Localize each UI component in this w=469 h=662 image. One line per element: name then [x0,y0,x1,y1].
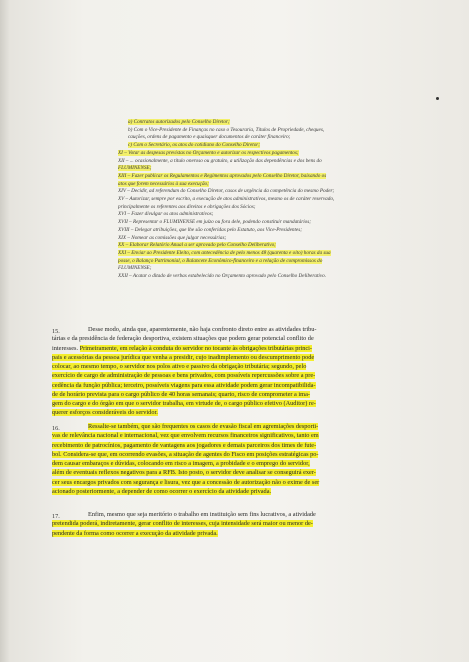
paragraph-line [52,519,438,528]
statute-line-text: b) Com o Vice-Presidente de Finanças no caso o Tesouraria, Títulos de Propriedade, cheques, [128,126,325,133]
paragraph-number: 17. [52,513,60,520]
paragraph-line [52,529,438,538]
statute-line [118,173,436,181]
text-run: Primeiramente, em relação à conduta do servidor no tocante às obrigações tributárias princi- [79,344,313,352]
text-run: Enfim, mesmo que seja meritório o trabalho em instituição sem fins lucrativos, a atividade [88,511,316,518]
text-run: dem causar embaraços e dúvidas, colocando em risco a imagem, a probidade e o emprego do servidor, [52,460,310,467]
text-run: tárias e da presidência de federação desportiva, existem situações que podem gerar potencial conflito de [52,335,314,343]
statute-line-text: atos que forem necessários à sua execução; [118,180,209,187]
paragraph-line [52,422,438,431]
text-run: de de horário prevista para o cargo público de 40 horas semanais; quarto, risco de comprometer a ima- [52,390,310,398]
statute-line [118,204,436,212]
paragraph-line [52,325,438,334]
paragraph-line [52,408,438,417]
statute-line [118,181,436,189]
paragraph-line [52,468,438,477]
statute-line-text: XII – ... ocasionalmente, a título oneroso ou gratuito, a utilização das dependências e dos bens do [118,157,322,164]
statute-line-text: XIII – Fazer publicar os Regulamentos e Regimentos aprovados pelo Conselho Diretor, baixando os [118,172,327,179]
text-run: além de eventuais reflexos negativos para a RFB. Isto posto, o servidor deve analisar se conseguirá exer- [52,469,316,477]
statute-line-text: a) Contratos autorizados pelo Conselho Diretor; [128,119,230,125]
statute-line-text: XV – Autorizar, sempre por escrito, a execução de atos administrativos, mesmo os de caráter reservado, [118,196,335,203]
statute-line-text: XVII – Representar o FLUMINENSE em juízo ou fora dele, podendo constituir mandatários; [118,219,312,226]
text-run: Desse modo, ainda que, aparentemente, não haja confronto direto entre as atividades tribu- [88,326,317,333]
paragraph-line [52,478,438,487]
text-run: acionado posteriormente, a depender de como ocorrer o exercício da atividade privada. [52,487,272,495]
paragraph-number: 15. [52,328,60,335]
statute-line-text: XVIII – Delegar atribuições, que lhe são conferidas pelo Estatuto, aos Vice-Presidentes; [118,226,302,233]
paragraph-17 [52,510,438,538]
paragraph-line [52,441,438,450]
paragraph-15 [52,325,438,418]
statute-line-text: posse, o Balanço Patrimonial, o Balancete Econômico-financeiro e a relação de compromissos do [118,257,323,264]
statute-line [118,265,436,273]
scan-edge-shadow [0,0,10,662]
text-run: cedência da função pública; terceiro, possíveis viagens para essa atividade podem gerar incompatibilida- [52,381,316,389]
text-run: cer seus encargos privados com segurança e lisura, vez que a concessão de autorização não o exime de ser [52,478,320,486]
paragraph-line [52,510,438,519]
statute-line-text: FLUMINENSE; [118,165,152,172]
paragraph-line [52,487,438,496]
text-run: interesses. [52,344,80,352]
paragraph-line [52,459,438,468]
statute-line-text: XIV – Decidir, ad referendum do Conselho Diretor, casos de urgência da competência do mesmo Poder; [118,188,335,195]
statute-line [118,127,436,135]
text-run: pais e acessórias da pessoa jurídica que venha a presidir, cujo inadimplemento ou descumprimento pode [52,353,315,361]
paragraph-line [52,371,438,380]
text-run: pretendida poderá, indiretamente, gerar conflito de interesses, cuja intensidade será maior ou menor de- [52,520,313,528]
paragraph-line [52,344,438,353]
text-run: pendente da forma como ocorrer a execução da atividade privada. [52,529,218,537]
statute-line [118,219,436,227]
text-run: gem do cargo e do órgão em que o servidor trabalha, em virtude de, o cargo público efetivo (Auditor) re- [52,400,316,407]
statute-line [118,211,436,219]
statute-line [118,273,436,281]
statute-line [118,165,436,173]
scan-speck [436,97,439,100]
text-run: exercício de cargo de administração de pessoas e bens privados, com possíveis repercussões sobre a pre- [52,372,316,380]
statute-line-text: XX – Elaborar Relatório Anual a ser aprovado pelo Conselho Deliberativo; [118,242,276,249]
text-run: Ressalte-se também, que são frequentes os casos de evasão fiscal em agremiações desporti- [88,423,319,430]
statute-line [118,196,436,204]
text-run: querer esforços consideráveis do servidor. [52,409,158,417]
paragraph-number: 16. [52,425,60,432]
paragraph-line [52,362,438,371]
statute-line [118,250,436,258]
paragraph-line [52,431,438,440]
statute-line-text: principalmente os referentes aos direitos e obrigações dos Sócios; [118,203,256,210]
statute-line [118,158,436,166]
paragraph-line [52,334,438,343]
statute-line-text: c) Com o Secretário, os atos do cotidiano do Conselho Diretor; [128,142,261,149]
text-run: colocar, ao mesmo tempo, o servidor nos polos ativo e passivo da obrigação tributária; segundo, pelo [52,363,307,370]
paragraph-line [52,353,438,362]
text-run: recebimento de patrocínios, pagamento de vantagens aos jogadores e demais parceiros dos times de fute- [52,441,317,449]
statute-line [118,142,436,150]
statute-line-text: FLUMINENSE; [118,265,152,272]
paragraph-16 [52,422,438,496]
statute-line [118,134,436,142]
paragraph-line [52,450,438,459]
statute-line-text: cauções, ordens de pagamento e quaisquer documentos de caráter financeiro; [128,134,291,141]
statute-line [118,227,436,235]
statute-line-text: XI – Votar as despesas previstas no Orçamento e autorizar os respectivos pagamentos; [118,149,299,156]
statute-line-text: XXII – Acatar o ditado de verbas estabelecido no Orçamento aprovado pelo Conselho Deliberativo. [118,273,327,280]
statute-line [118,188,436,196]
statute-line [118,242,436,250]
statute-line-text: XIX – Nomear as comissões que julgar necessárias; [118,234,227,241]
text-run: bol. Considera-se que, em ocorrendo evasões, a situação de agentes do Fisco em posições estratégicas po- [52,450,319,458]
statute-line [118,150,436,158]
statute-line [118,119,436,127]
paragraph-line [52,381,438,390]
statute-line [118,258,436,266]
paragraph-line [52,390,438,399]
statute-line-text: XXI – Enviar ao Presidente Eleito, com antecedência de pelo menos 48 (quarenta e oito) horas da sua [118,249,331,256]
statute-line [118,235,436,243]
statute-line-text: XVI – Fazer divulgar os atos administrativos; [118,211,214,218]
quoted-statute-block [118,119,436,281]
text-run: vas de relevância nacional e internacional, vez que envolvem recursos financeiros significativos, tanto em [52,432,319,440]
paragraph-line [52,399,438,408]
